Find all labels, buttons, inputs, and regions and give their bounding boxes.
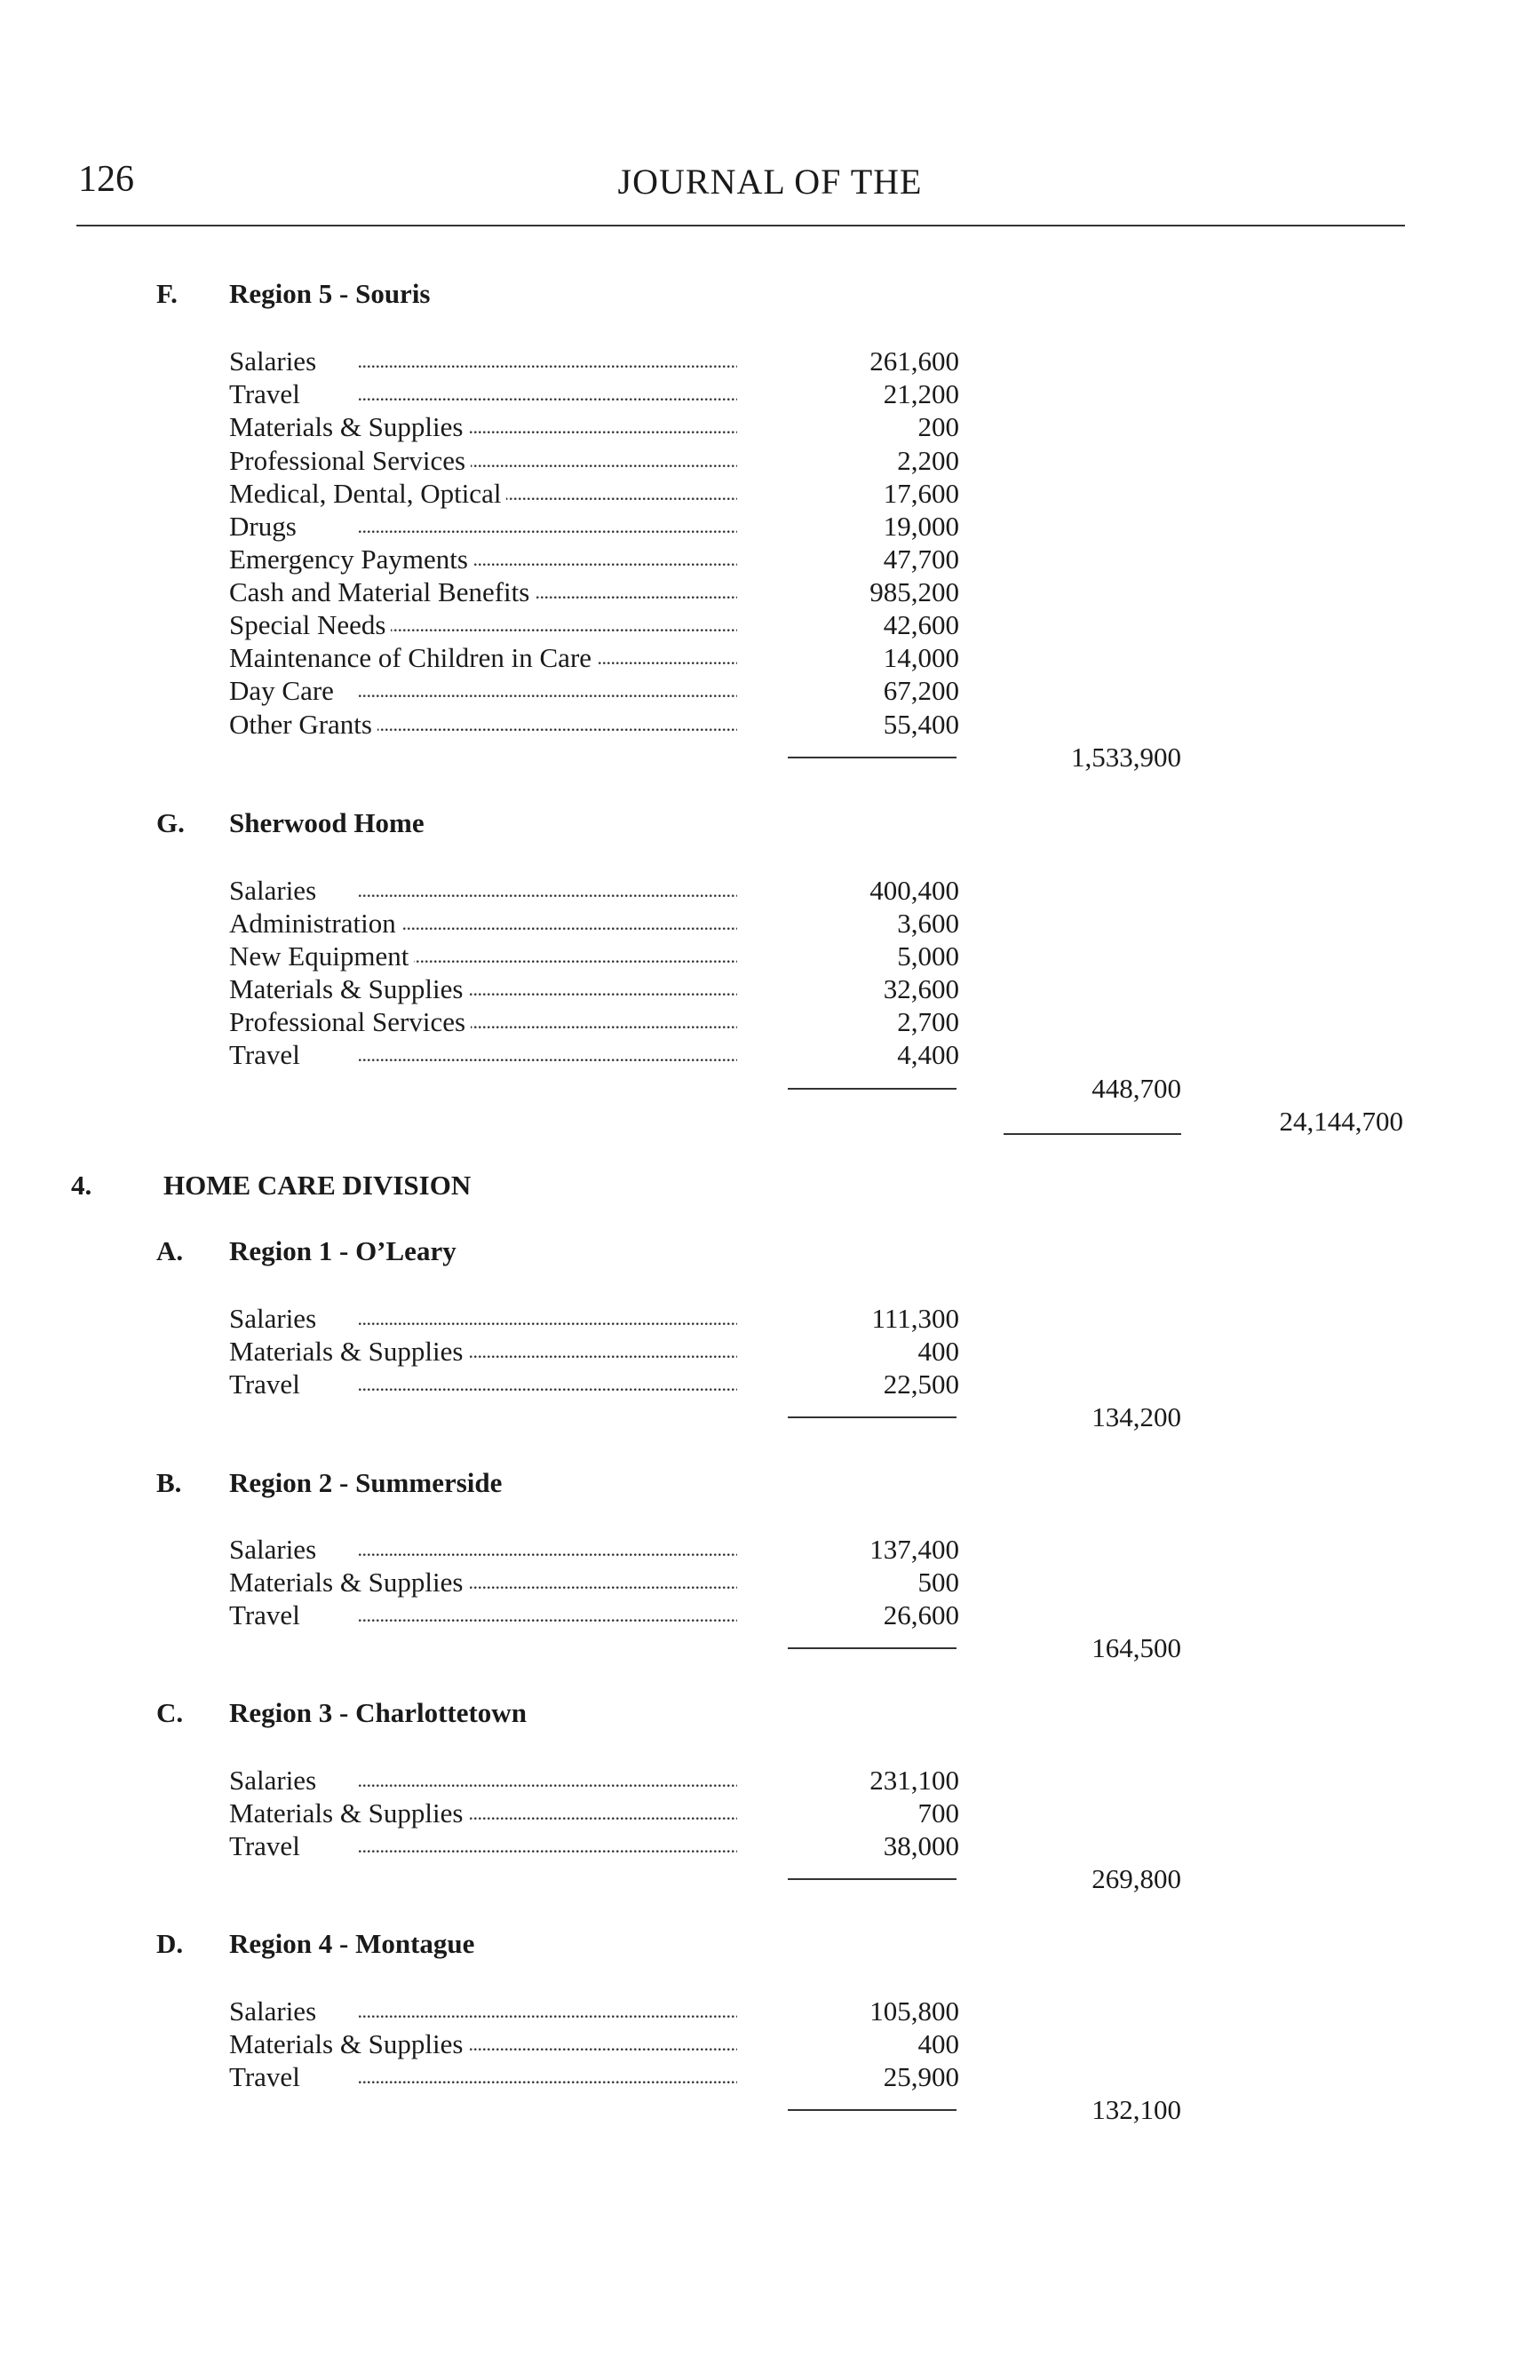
line-item-label: Emergency Payments: [229, 543, 473, 575]
section-letter: G.: [156, 807, 185, 838]
line-item: [229, 410, 737, 443]
line-item-label: Travel: [229, 1039, 306, 1070]
line-item-amount: 2,200: [897, 445, 959, 476]
section-title: Sherwood Home: [229, 807, 425, 838]
total-rule: [788, 1416, 957, 1418]
line-item-amount: 400,400: [869, 875, 959, 906]
line-item-label: Drugs: [229, 511, 302, 542]
line-item-amount: 32,600: [883, 973, 959, 1004]
total-rule: [788, 2109, 957, 2111]
line-item-label: Salaries: [229, 345, 321, 377]
line-item-label: Professional Services: [229, 445, 471, 476]
subtotal: 132,100: [1091, 2094, 1181, 2125]
line-item-amount: 200: [917, 411, 959, 442]
subtotal: 269,800: [1091, 1863, 1181, 1894]
line-item: [229, 543, 737, 575]
line-item: [229, 1038, 737, 1071]
line-item-amount: 261,600: [869, 345, 959, 377]
line-item-label: Maintenance of Children in Care: [229, 642, 597, 673]
line-item-label: Other Grants: [229, 709, 377, 740]
line-item: [229, 1302, 737, 1335]
line-item-amount: 21,200: [883, 378, 959, 409]
line-item: [229, 1797, 737, 1829]
line-item-label: Materials & Supplies: [229, 2028, 468, 2059]
division-title: HOME CARE DIVISION: [163, 1170, 472, 1201]
section-letter: B.: [156, 1467, 182, 1498]
section-letter: C.: [156, 1697, 184, 1728]
line-item-label: Materials & Supplies: [229, 1336, 468, 1367]
line-item-amount: 19,000: [883, 511, 959, 542]
line-item-label: Medical, Dental, Optical: [229, 478, 506, 509]
subtotal: 1,533,900: [1071, 742, 1181, 773]
line-item-amount: 47,700: [883, 543, 959, 575]
line-item: [229, 575, 737, 608]
division-number: 4.: [71, 1170, 92, 1201]
line-item: [229, 874, 737, 907]
section-title: Region 5 - Souris: [229, 278, 431, 309]
line-item: [229, 1764, 737, 1797]
line-item: [229, 1533, 737, 1566]
line-item-label: Salaries: [229, 1303, 321, 1334]
line-item: [229, 2060, 737, 2093]
line-item-label: Professional Services: [229, 1006, 471, 1037]
line-item-amount: 5,000: [897, 940, 959, 972]
line-item: [229, 641, 737, 674]
line-item: [229, 1599, 737, 1631]
subtotal: 164,500: [1091, 1632, 1181, 1663]
line-item-amount: 67,200: [883, 675, 959, 706]
line-item: [229, 674, 737, 707]
section-letter: A.: [156, 1235, 184, 1266]
line-item-label: Materials & Supplies: [229, 1567, 468, 1598]
line-item-label: Materials & Supplies: [229, 1797, 468, 1829]
line-item: [229, 907, 737, 940]
total-rule: [788, 1647, 957, 1649]
line-item: [229, 2027, 737, 2060]
total-rule: [788, 757, 957, 758]
subtotal: 448,700: [1091, 1073, 1181, 1104]
line-item-amount: 38,000: [883, 1830, 959, 1861]
line-item-amount: 2,700: [897, 1006, 959, 1037]
line-item-label: Salaries: [229, 875, 321, 906]
line-item-amount: 17,600: [883, 478, 959, 509]
line-item-amount: 3,600: [897, 908, 959, 939]
line-item: [229, 1566, 737, 1599]
header-rule: [76, 225, 1405, 226]
line-item-amount: 26,600: [883, 1599, 959, 1630]
line-item: [229, 477, 737, 510]
subtotal: 134,200: [1091, 1401, 1181, 1432]
line-item: [229, 345, 737, 377]
line-item-amount: 500: [917, 1567, 959, 1598]
line-item-amount: 4,400: [897, 1039, 959, 1070]
running-title: JOURNAL OF THE: [617, 162, 923, 202]
total-rule: [788, 1088, 957, 1090]
line-item-label: Salaries: [229, 1995, 321, 2027]
line-item-label: Salaries: [229, 1534, 321, 1565]
line-item-label: Day Care: [229, 675, 339, 706]
line-item-amount: 42,600: [883, 609, 959, 640]
line-item: [229, 608, 737, 641]
page-number: 126: [78, 159, 134, 200]
section-title: Region 1 - O’Leary: [229, 1235, 456, 1266]
total-rule: [1004, 1133, 1181, 1135]
line-item-amount: 400: [917, 1336, 959, 1367]
line-item: [229, 1829, 737, 1862]
line-item-label: Cash and Material Benefits: [229, 576, 535, 607]
line-item: [229, 1335, 737, 1368]
line-item-label: Travel: [229, 2061, 306, 2092]
line-item: [229, 510, 737, 543]
line-item-amount: 700: [917, 1797, 959, 1829]
section-letter: F.: [156, 278, 178, 309]
line-item-amount: 985,200: [869, 576, 959, 607]
line-item-label: Travel: [229, 378, 306, 409]
section-title: Region 2 - Summerside: [229, 1467, 503, 1498]
section-letter: D.: [156, 1928, 184, 1959]
line-item-label: Travel: [229, 1368, 306, 1400]
line-item-label: Materials & Supplies: [229, 411, 468, 442]
line-item: [229, 972, 737, 1005]
line-item: [229, 444, 737, 477]
line-item-amount: 22,500: [883, 1368, 959, 1400]
line-item: [229, 1005, 737, 1038]
line-item-amount: 14,000: [883, 642, 959, 673]
line-item-label: New Equipment: [229, 940, 414, 972]
line-item-amount: 231,100: [869, 1765, 959, 1796]
line-item-amount: 105,800: [869, 1995, 959, 2027]
line-item-label: Administration: [229, 908, 401, 939]
line-item-amount: 400: [917, 2028, 959, 2059]
line-item-amount: 111,300: [871, 1303, 959, 1334]
line-item-amount: 25,900: [883, 2061, 959, 2092]
line-item-amount: 137,400: [869, 1534, 959, 1565]
line-item: [229, 708, 737, 741]
line-item-label: Travel: [229, 1599, 306, 1630]
line-item: [229, 1995, 737, 2027]
line-item-label: Special Needs: [229, 609, 391, 640]
line-item-label: Travel: [229, 1830, 306, 1861]
line-item-amount: 55,400: [883, 709, 959, 740]
section-title: Region 3 - Charlottetown: [229, 1697, 527, 1728]
line-item-label: Materials & Supplies: [229, 973, 468, 1004]
line-item: [229, 1368, 737, 1400]
line-item-label: Salaries: [229, 1765, 321, 1796]
section-title: Region 4 - Montague: [229, 1928, 475, 1959]
line-item: [229, 940, 737, 972]
total-rule: [788, 1878, 957, 1880]
line-item: [229, 377, 737, 410]
grand-total: 24,144,700: [1279, 1106, 1403, 1137]
